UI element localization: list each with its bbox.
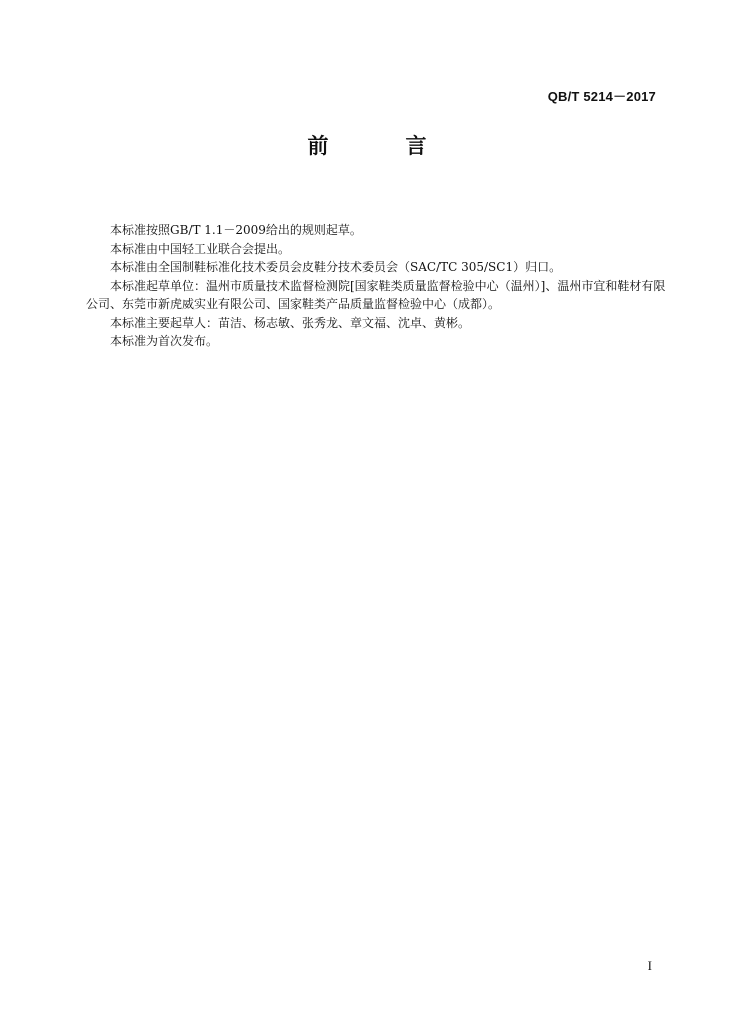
- page-number: I: [647, 958, 652, 973]
- foreword-body: [86, 221, 668, 351]
- paragraph-drafting-units: 本标准起草单位：温州市质量技术监督检测院[国家鞋类质量监督检验中心（温州）]、温州市宜和鞋材有限公司、东莞市新虎威实业有限公司、国家鞋类产品质量监督检验中心（成都）。: [86, 278, 666, 311]
- standard-code: QB/T 5214－2017: [547, 89, 656, 104]
- paragraph-technical-committee: 本标准由全国制鞋标准化技术委员会皮鞋分技术委员会（SAC/TC 305/SC1）归口。: [110, 260, 562, 274]
- paragraph-drafters: 本标准主要起草人：苗洁、杨志敏、张秀龙、章文福、沈卓、黄彬。: [110, 315, 471, 330]
- page-title: 前 言: [307, 134, 455, 158]
- paragraph-proposer: 本标准由中国轻工业联合会提出。: [110, 241, 291, 256]
- paragraph-drafting-rules: 本标准按照GB/T 1.1－2009给出的规则起草。: [110, 223, 362, 237]
- paragraph-first-release: 本标准为首次发布。: [110, 334, 219, 348]
